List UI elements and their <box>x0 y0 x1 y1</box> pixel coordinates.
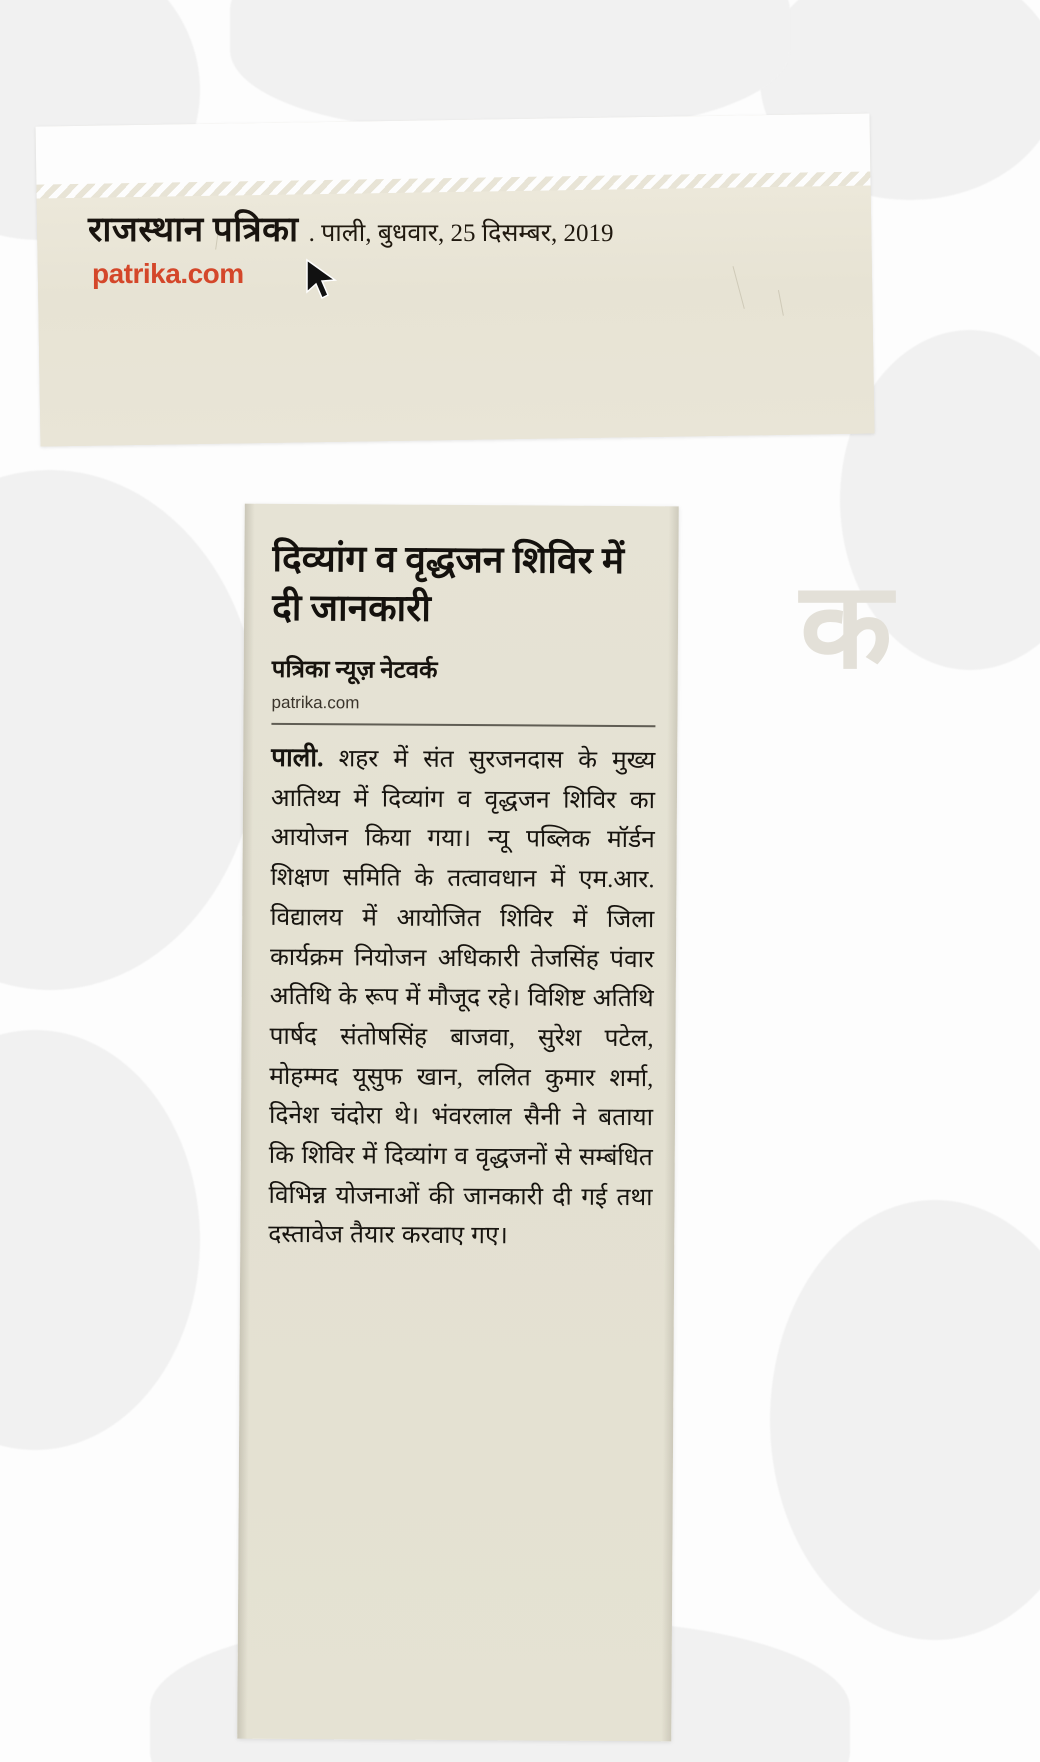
article-headline: दिव्यांग व वृद्धजन शिविर में दी जानकारी <box>272 538 625 630</box>
article-place-label: पाली. <box>271 742 324 772</box>
scan-background-blob <box>770 1200 1040 1640</box>
masthead-website: patrika.com <box>92 258 244 289</box>
article-paragraph-text: शहर में संत सुरजनदास के मुख्य आतिथ्य में दिव्यांग व वृद्धजन शिविर का आयोजन किया गया। न्यू पब्लिक मॉर्डन शिक्षण समिति के तत्वावधान में एम.आर. विद्यालय में आयोजित शिविर में जिला कार्यक्रम नियोजन अधिकारी तेजसिंह पंवार अतिथि के रूप में मौजूद रहे। विशिष्ट अतिथि पार्षद संतोषसिंह बाजवा, सुरेश पटेल, मोहम्मद यूसुफ खान, ललित कुमार शर्मा, दिनेश चंदोरा थे। भंवरलाल सैनी ने बताया कि शिविर में दिव्यांग व वृद्धजनों से सम्बंधित विभिन्न योजनाओं की जानकारी दी गई तथा दस्तावेज तैयार करवाए गए। <box>268 744 656 1250</box>
masthead-row <box>88 205 613 252</box>
clipping-edge-shadow <box>661 506 679 1741</box>
article-clipping <box>237 504 679 1742</box>
article-paragraph <box>268 737 655 1258</box>
article-body <box>268 536 656 1257</box>
scan-background-blob <box>230 0 790 130</box>
scan-background-blob <box>0 470 260 990</box>
bleed-through-letter: क <box>800 560 893 693</box>
dateline: . पाली, बुधवार, 25 दिसम्बर, 2019 <box>308 220 614 247</box>
publication-title: राजस्थान पत्रिका <box>88 210 299 249</box>
article-byline: पत्रिका न्यूज़ नेटवर्क <box>271 656 438 684</box>
article-byline-website: patrika.com <box>271 692 360 713</box>
scan-background-blob <box>0 1030 200 1450</box>
horizontal-rule <box>271 723 655 727</box>
